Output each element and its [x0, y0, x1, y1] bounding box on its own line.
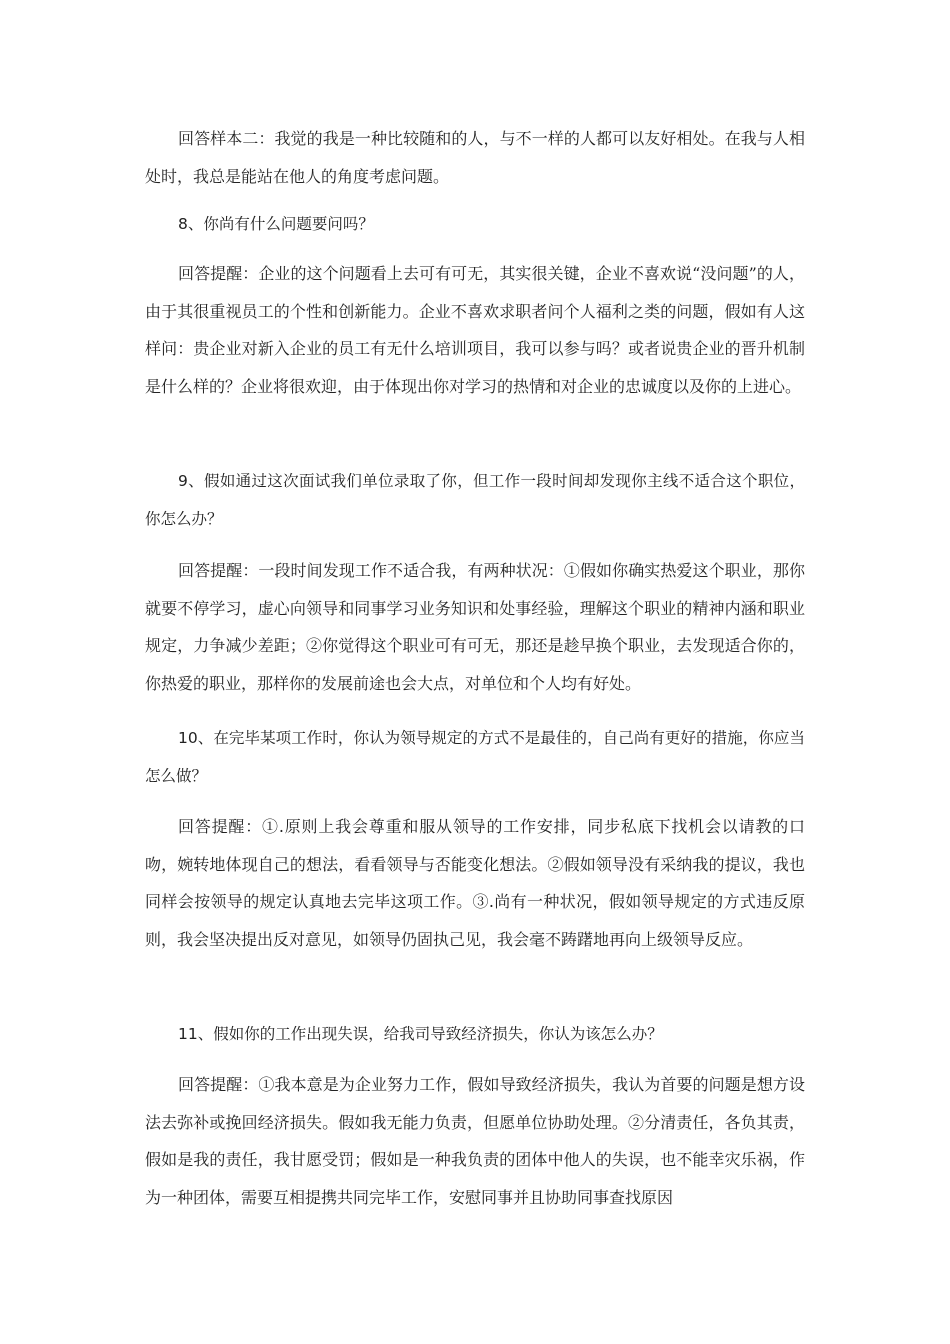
answer-hint-8: 回答提醒：企业的这个问题看上去可有可无，其实很关键，企业不喜欢说“没问题”的人，由于其很重视员工的个性和创新能力。企业不喜欢求职者问个人福利之类的问题，假如有人这样问：贵企业对新入企业的员工有无什么培训项目，我可以参与吗？或者说贵企业的晋升机制是什么样的？企业将很欢迎，由于体现出你对学习的热情和对企业的忠诚度以及你的上进心。 [145, 264, 805, 396]
question-10: 10、在完毕某项工作时，你认为领导规定的方式不是最佳的，自己尚有更好的措施，你应当怎么做？ [145, 729, 805, 785]
question-9: 9、假如通过这次面试我们单位录取了你，但工作一段时间却发现你主线不适合这个职位，你怎么办？ [145, 472, 805, 528]
question-11: 11、假如你的工作出现失误，给我司导致经济损失，你认为该怎么办？ [178, 1025, 663, 1043]
answer-hint-10: 回答提醒：①.原则上我会尊重和服从领导的工作安排，同步私底下找机会以请教的口吻，婉转地体现自己的想法，看看领导与否能变化想法。②假如领导没有采纳我的提议，我也同样会按领导的规定认真地去完毕这项工作。③.尚有一种状况，假如领导规定的方式违反原则，我会坚决提出反对意见，如领导仍固执己见，我会毫不踌躇地再向上级领导反应。 [145, 817, 805, 949]
answer-sample-two: 回答样本二：我觉的我是一种比较随和的人，与不一样的人都可以友好相处。在我与人相处时，我总是能站在他人的角度考虑问题。 [145, 129, 805, 186]
answer-hint-9: 回答提醒：一段时间发现工作不适合我，有两种状况：①假如你确实热爱这个职业，那你就要不停学习，虚心向领导和同事学习业务知识和处事经验，理解这个职业的精神内涵和职业规定，力争减少差距；②你觉得这个职业可有可无，那还是趁早换个职业，去发现适合你的，你热爱的职业，那样你的发展前途也会大点，对单位和个人均有好处。 [145, 561, 805, 693]
answer-hint-11: 回答提醒：①我本意是为企业努力工作，假如导致经济损失，我认为首要的问题是想方设法去弥补或挽回经济损失。假如我无能力负责，但愿单位协助处理。②分清责任，各负其责，假如是我的责任，我甘愿受罚；假如是一种我负责的团体中他人的失误，也不能幸灾乐祸，作为一种团体，需要互相提携共同完毕工作，安慰同事并且协助同事查找原因 [145, 1075, 805, 1207]
question-8: 8、你尚有什么问题要问吗？ [178, 215, 374, 233]
